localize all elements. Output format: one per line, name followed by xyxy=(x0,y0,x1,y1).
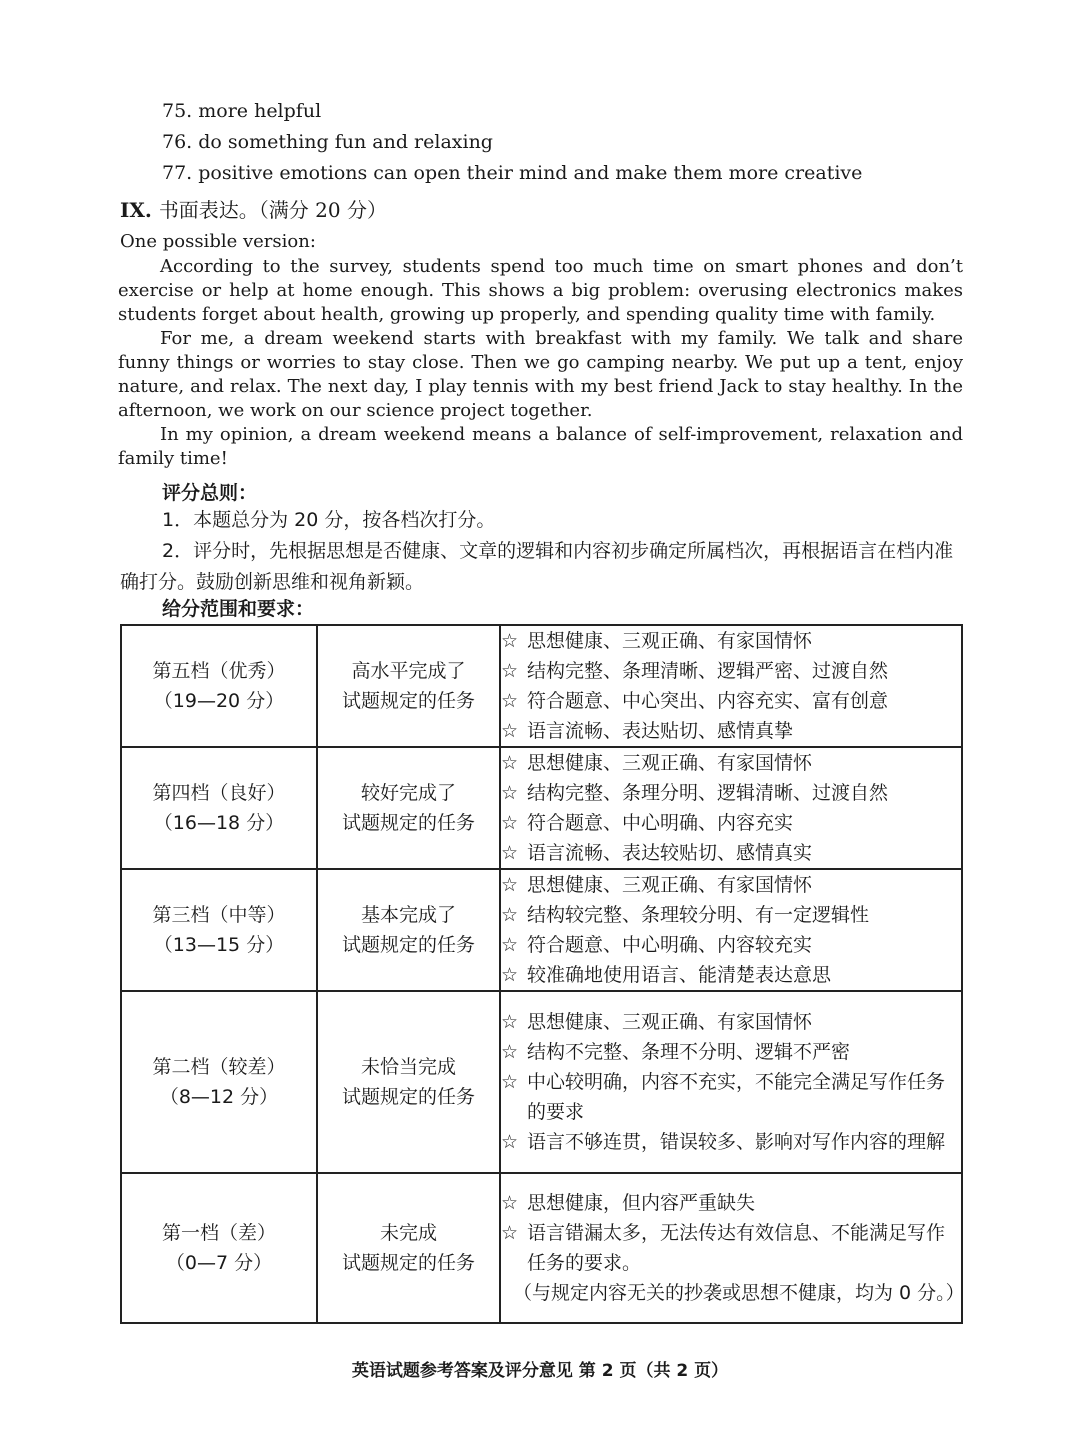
task-line-2: 试题规定的任务 xyxy=(341,934,475,956)
requirement-text: 结构不完整、条理不分明、逻辑不严密 xyxy=(527,1041,851,1063)
level-name: 第四档（良好） xyxy=(152,782,286,804)
section-heading xyxy=(120,194,387,223)
level-score: （0—7 分） xyxy=(165,1252,273,1274)
star-icon: ☆ xyxy=(501,842,519,864)
requirement-item xyxy=(501,808,961,838)
requirement-item xyxy=(501,748,961,778)
requirement-text: 中心较明确，内容不充实，不能完全满足写作任务的要求 xyxy=(527,1071,946,1123)
level-cell xyxy=(121,991,317,1173)
requirement-text: 思想健康、三观正确、有家国情怀 xyxy=(527,630,813,652)
requirement-item xyxy=(501,838,961,868)
star-icon: ☆ xyxy=(501,660,519,682)
requirement-text: 较准确地使用语言、能清楚表达意思 xyxy=(527,964,832,986)
task-line-1: 较好完成了 xyxy=(360,782,456,804)
section-number: IX. xyxy=(120,198,152,222)
level-name: 第二档（较差） xyxy=(152,1056,286,1078)
requirement-text: 思想健康、三观正确、有家国情怀 xyxy=(527,874,813,896)
star-icon: ☆ xyxy=(501,720,519,742)
star-icon: ☆ xyxy=(501,1071,519,1093)
requirement-item xyxy=(501,1218,961,1278)
requirement-item xyxy=(501,900,961,930)
requirement-item xyxy=(501,1007,961,1037)
requirement-item xyxy=(501,960,961,990)
requirements-cell xyxy=(500,747,962,869)
task-line-1: 未完成 xyxy=(379,1222,437,1244)
requirement-text: 语言错漏太多，无法传达有效信息、不能满足写作任务的要求。 xyxy=(527,1222,946,1274)
level-name: 第三档（中等） xyxy=(152,904,286,926)
level-score: （8—12 分） xyxy=(159,1086,279,1108)
level-cell xyxy=(121,1173,317,1323)
requirements-cell xyxy=(500,625,962,747)
star-icon: ☆ xyxy=(501,630,519,652)
requirement-item xyxy=(501,930,961,960)
level-cell xyxy=(121,747,317,869)
task-line-1: 高水平完成了 xyxy=(351,660,466,682)
score-range-title: 给分范围和要求： xyxy=(162,598,315,620)
star-icon: ☆ xyxy=(501,874,519,896)
essay-paragraph-3: In my opinion, a dream weekend means a balance of self-improvement, relaxation and family time! xyxy=(118,424,963,469)
star-icon: ☆ xyxy=(501,1011,519,1033)
task-cell xyxy=(317,1173,500,1323)
answer-list xyxy=(162,96,862,189)
star-icon: ☆ xyxy=(501,690,519,712)
star-icon: ☆ xyxy=(501,934,519,956)
rubric-rule-1: 1．本题总分为 20 分，按各档次打分。 xyxy=(162,509,496,531)
answer-76: 76. do something fun and relaxing xyxy=(162,131,493,153)
rubric-row xyxy=(121,991,962,1173)
task-line-1: 未恰当完成 xyxy=(360,1056,456,1078)
task-cell xyxy=(317,869,500,991)
rubric-table xyxy=(120,624,963,1324)
requirement-text: 符合题意、中心突出、内容充实、富有创意 xyxy=(527,690,889,712)
requirement-text: 符合题意、中心明确、内容较充实 xyxy=(527,934,813,956)
rubric-row xyxy=(121,1173,962,1323)
requirement-text: 思想健康、三观正确、有家国情怀 xyxy=(527,1011,813,1033)
requirement-item xyxy=(501,626,961,656)
level-name: 第五档（优秀） xyxy=(152,660,286,682)
rubric-row xyxy=(121,747,962,869)
rubric-row xyxy=(121,869,962,991)
star-icon: ☆ xyxy=(501,752,519,774)
answer-75: 75. more helpful xyxy=(162,100,322,122)
answer-77: 77. positive emotions can open their mind and make them more creative xyxy=(162,162,863,184)
star-icon: ☆ xyxy=(501,812,519,834)
requirement-text: 语言流畅、表达较贴切、感情真实 xyxy=(527,842,813,864)
requirement-text: 结构完整、条理清晰、逻辑严密、过渡自然 xyxy=(527,660,889,682)
page-footer: 英语试题参考答案及评分意见 第 2 页（共 2 页） xyxy=(351,1361,729,1381)
task-line-2: 试题规定的任务 xyxy=(341,812,475,834)
requirement-item xyxy=(501,778,961,808)
star-icon: ☆ xyxy=(501,1192,519,1214)
requirement-item xyxy=(501,1127,961,1157)
star-icon: ☆ xyxy=(501,1222,519,1244)
star-icon: ☆ xyxy=(501,1041,519,1063)
task-cell xyxy=(317,991,500,1173)
level-score: （19—20 分） xyxy=(153,690,285,712)
requirement-text: 语言流畅、表达贴切、感情真挚 xyxy=(527,720,794,742)
task-cell xyxy=(317,625,500,747)
essay-paragraph-2: For me, a dream weekend starts with breakfast with my family. We talk and share funny things or worries to stay close. Then we go camping nearby. We put up a tent, enjoy nature, and relax. The next day, I play tennis with my best friend Jack to stay healthy. In the afternoon, we work on our science project together. xyxy=(118,328,963,421)
requirement-item xyxy=(501,656,961,686)
requirement-item xyxy=(501,1037,961,1067)
requirements-cell xyxy=(500,991,962,1173)
level-cell xyxy=(121,869,317,991)
requirement-text: 思想健康，但内容严重缺失 xyxy=(527,1192,756,1214)
rubric-row xyxy=(121,625,962,747)
task-cell xyxy=(317,747,500,869)
star-icon: ☆ xyxy=(501,782,519,804)
star-icon: ☆ xyxy=(501,1131,519,1153)
zero-score-note: （与规定内容无关的抄袭或思想不健康，均为 0 分。） xyxy=(513,1282,965,1304)
task-line-2: 试题规定的任务 xyxy=(341,1086,475,1108)
requirement-text: 符合题意、中心明确、内容充实 xyxy=(527,812,794,834)
task-line-2: 试题规定的任务 xyxy=(341,1252,475,1274)
section-title: 书面表达。（满分 20 分） xyxy=(158,198,387,222)
requirement-item xyxy=(501,870,961,900)
level-name: 第一档（差） xyxy=(161,1222,276,1244)
level-score: （13—15 分） xyxy=(153,934,285,956)
model-essay xyxy=(118,255,963,471)
requirements-cell xyxy=(500,869,962,991)
level-score: （16—18 分） xyxy=(153,812,285,834)
requirement-item xyxy=(501,1067,961,1127)
requirement-item xyxy=(501,716,961,746)
requirement-item xyxy=(501,1188,961,1218)
star-icon: ☆ xyxy=(501,904,519,926)
essay-paragraph-1: According to the survey, students spend too much time on smart phones and don’t exercise or help at home enough. This shows a big problem: overusing electronics makes students forget about health, growing up properly, and spending quality time with family. xyxy=(118,256,963,325)
requirement-text: 思想健康、三观正确、有家国情怀 xyxy=(527,752,813,774)
star-icon: ☆ xyxy=(501,964,519,986)
rubric-title: 评分总则： xyxy=(162,482,258,504)
requirement-text: 结构完整、条理分明、逻辑清晰、过渡自然 xyxy=(527,782,889,804)
task-line-1: 基本完成了 xyxy=(360,904,456,926)
requirement-text: 语言不够连贯，错误较多、影响对写作内容的理解 xyxy=(527,1131,946,1153)
requirement-text: 结构较完整、条理较分明、有一定逻辑性 xyxy=(527,904,870,926)
requirement-item xyxy=(501,686,961,716)
level-cell xyxy=(121,625,317,747)
rubric-rule-2: 2．评分时，先根据思想是否健康、文章的逻辑和内容初步确定所属档次，再根据语言在档内准确打分。鼓励创新思维和视角新颖。 xyxy=(120,540,954,593)
essay-intro: One possible version: xyxy=(120,231,316,252)
task-line-2: 试题规定的任务 xyxy=(341,690,475,712)
requirements-cell xyxy=(500,1173,965,1323)
